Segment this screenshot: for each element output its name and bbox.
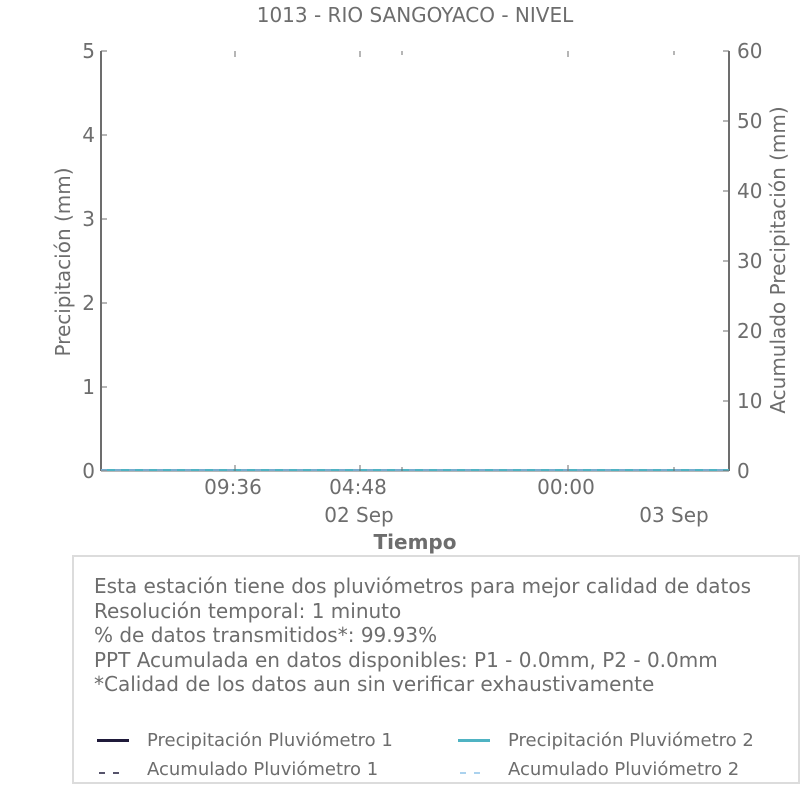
right-y-axis-label: Acumulado Precipitación (mm): [766, 106, 790, 414]
note-line-5: *Calidad de los datos aun sin verificar exhaustivamente: [94, 672, 655, 696]
legend-item-acum-p1: [97, 759, 378, 780]
dashed-line-icon: [97, 771, 129, 775]
x-tick-label: 04:48: [329, 475, 387, 499]
legend-label: Precipitación Pluviómetro 1: [147, 730, 393, 751]
dashed-line-icon: [458, 771, 490, 775]
legend-item-acum-p2: [458, 759, 739, 780]
right-tick-label: 60: [737, 39, 763, 63]
x-day-label: 02 Sep: [324, 503, 394, 527]
chart-title: 1013 - RIO SANGOYACO - NIVEL: [256, 3, 574, 27]
left-tick-label: 0: [82, 459, 95, 483]
left-y-axis: [82, 39, 107, 483]
right-tick-label: 40: [737, 179, 763, 203]
note-line-2: Resolución temporal: 1 minuto: [94, 599, 402, 623]
left-tick-label: 5: [82, 39, 95, 63]
left-tick-label: 4: [82, 123, 95, 147]
note-line-1: Esta estación tiene dos pluviómetros para mejor calidad de datos: [94, 574, 752, 598]
right-tick-label: 20: [737, 319, 763, 343]
left-tick-label: 1: [82, 375, 95, 399]
note-line-3: % de datos transmitidos*: 99.93%: [94, 623, 438, 647]
right-tick-label: 0: [737, 459, 750, 483]
legend-swatch-dashed-light: [458, 759, 490, 780]
right-tick-label: 10: [737, 389, 763, 413]
plot-frame: [101, 51, 729, 471]
x-day-label: 03 Sep: [639, 503, 709, 527]
legend-label: Acumulado Pluviómetro 2: [508, 759, 740, 780]
x-axis-label: Tiempo: [373, 530, 457, 554]
legend-swatch-solid-teal: [458, 739, 490, 742]
legend-label: Precipitación Pluviómetro 2: [508, 730, 754, 751]
right-tick-label: 30: [737, 249, 763, 273]
left-y-axis-label: Precipitación (mm): [51, 167, 75, 357]
legend-label: Acumulado Pluviómetro 1: [147, 759, 379, 780]
legend-swatch-solid-dark: [97, 739, 129, 742]
x-tick-label: 00:00: [537, 475, 595, 499]
left-tick-label: 3: [82, 207, 95, 231]
x-tick-label: 09:36: [204, 475, 262, 499]
legend-swatch-dashed-dark: [97, 759, 129, 780]
right-tick-label: 50: [737, 109, 763, 133]
legend-item-precip-p2: [458, 730, 754, 751]
note-line-4: PPT Acumulada en datos disponibles: P1 - 0.0mm, P2 - 0.0mm: [94, 648, 718, 672]
legend-item-precip-p1: [97, 730, 393, 751]
x-axis: [204, 51, 709, 527]
legend-box: [72, 555, 800, 784]
left-tick-label: 2: [82, 291, 95, 315]
